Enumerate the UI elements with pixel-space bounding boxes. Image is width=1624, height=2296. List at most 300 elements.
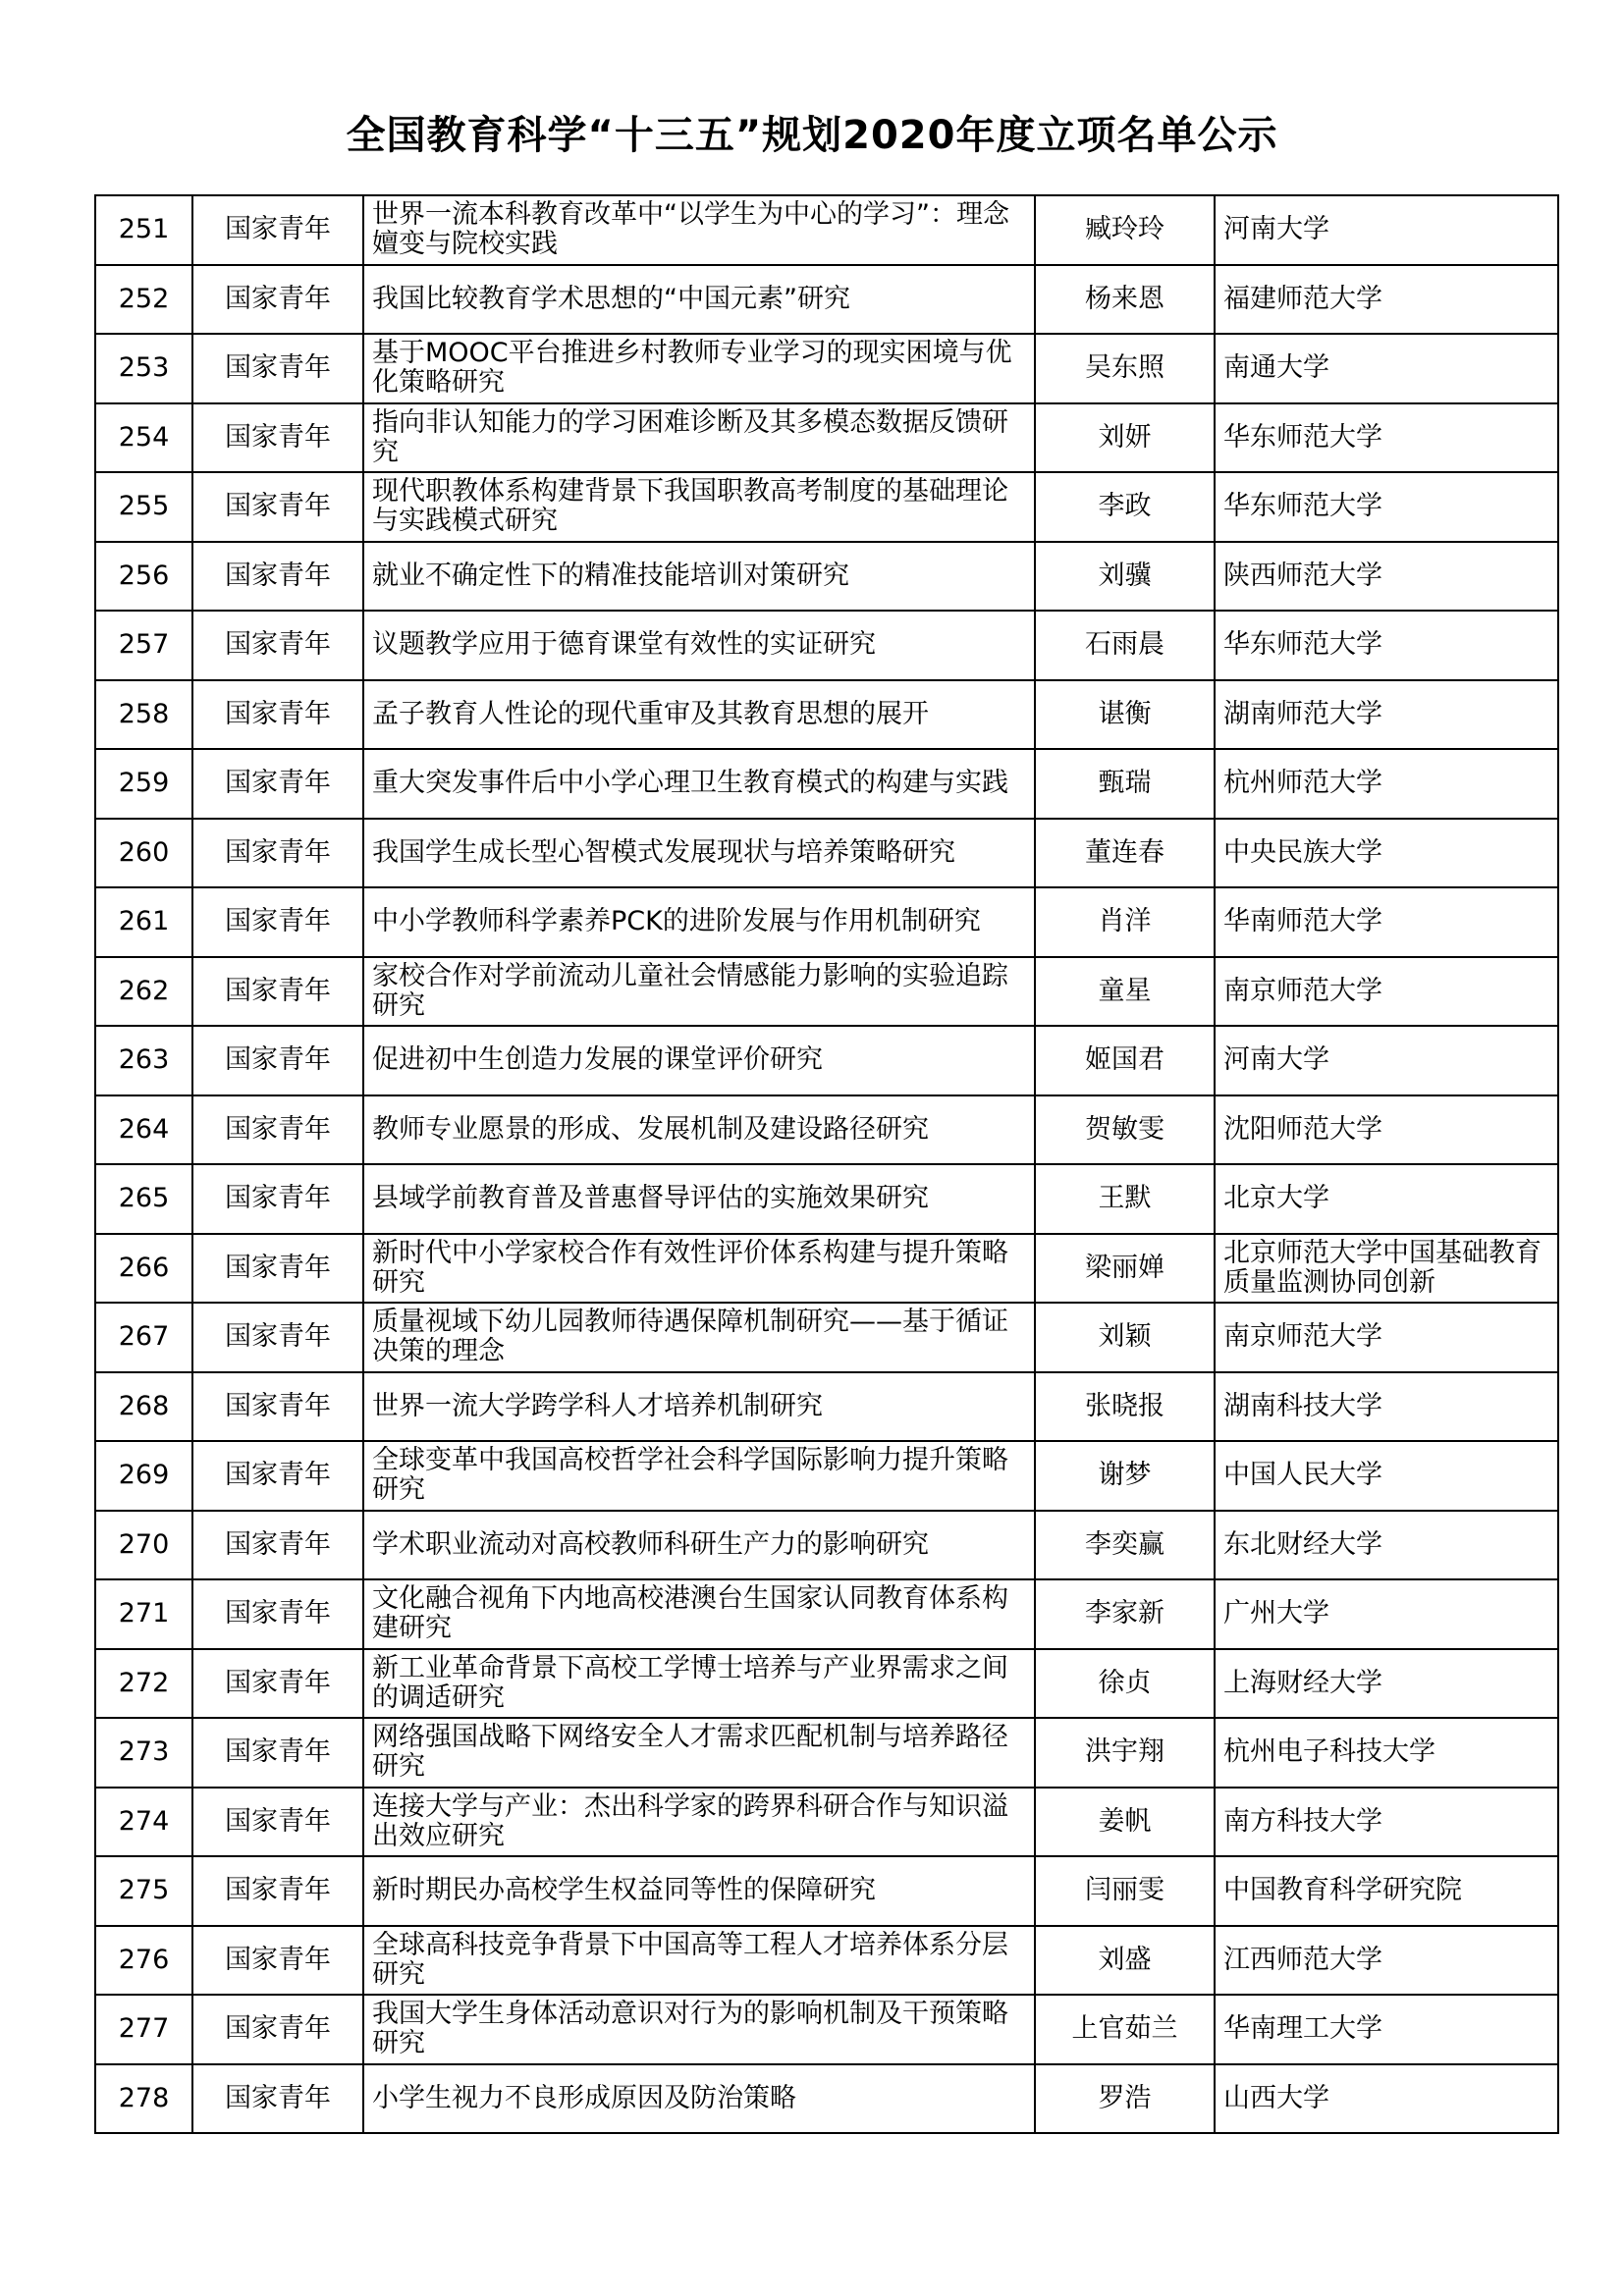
table-row xyxy=(95,472,1558,542)
institution-cell xyxy=(1215,819,1558,888)
project-number-cell-text: 268 xyxy=(118,1391,170,1421)
project-topic-cell-text: 全球变革中我国高校哲学社会科学国际影响力提升策略研究 xyxy=(372,1446,1008,1506)
institution-cell-text: 广州大学 xyxy=(1223,1599,1329,1629)
project-topic-cell xyxy=(363,1995,1035,2064)
leader-name-cell xyxy=(1035,1579,1215,1649)
project-number-cell-text: 271 xyxy=(118,1599,170,1629)
table-body xyxy=(95,195,1558,2133)
project-topic-cell xyxy=(363,1095,1035,1165)
project-type-cell xyxy=(192,1441,363,1511)
project-type-cell xyxy=(192,1372,363,1442)
project-topic-cell xyxy=(363,887,1035,957)
project-number-cell-text: 255 xyxy=(118,492,170,522)
table-row xyxy=(95,1234,1558,1304)
project-number-cell xyxy=(95,887,192,957)
project-topic-cell-text: 新时期民办高校学生权益同等性的保障研究 xyxy=(372,1876,876,1906)
leader-name-cell-text: 罗浩 xyxy=(1098,2083,1152,2113)
leader-name-cell xyxy=(1035,887,1215,957)
project-type-cell-text: 国家青年 xyxy=(225,1184,331,1214)
project-number-cell xyxy=(95,334,192,403)
project-number-cell-text: 257 xyxy=(118,630,170,661)
leader-name-cell xyxy=(1035,1511,1215,1580)
institution-cell xyxy=(1215,1441,1558,1511)
project-topic-cell-text: 世界一流大学跨学科人才培养机制研究 xyxy=(372,1391,823,1421)
project-topic-cell xyxy=(363,1579,1035,1649)
leader-name-cell xyxy=(1035,1303,1215,1372)
leader-name-cell xyxy=(1035,1649,1215,1719)
institution-cell-text: 杭州电子科技大学 xyxy=(1223,1737,1435,1768)
project-topic-cell-text: 全球高科技竞争背景下中国高等工程人才培养体系分层研究 xyxy=(372,1930,1008,1990)
project-type-cell xyxy=(192,1234,363,1304)
project-topic-cell-text: 县域学前教育普及普惠督导评估的实施效果研究 xyxy=(372,1184,929,1214)
institution-cell xyxy=(1215,749,1558,819)
project-number-cell-text: 273 xyxy=(118,1737,170,1768)
leader-name-cell-text: 闫丽雯 xyxy=(1085,1876,1164,1906)
project-number-cell-text: 266 xyxy=(118,1253,170,1283)
institution-cell xyxy=(1215,472,1558,542)
project-number-cell xyxy=(95,403,192,473)
institution-cell xyxy=(1215,611,1558,680)
project-type-cell-text: 国家青年 xyxy=(225,699,331,729)
project-type-cell xyxy=(192,1095,363,1165)
project-topic-cell-text: 现代职教体系构建背景下我国职教高考制度的基础理论与实践模式研究 xyxy=(372,477,1008,537)
institution-cell xyxy=(1215,334,1558,403)
institution-cell-text: 江西师范大学 xyxy=(1223,1945,1382,1975)
institution-cell xyxy=(1215,1303,1558,1372)
project-topic-cell-text: 新工业革命背景下高校工学博士培养与产业界需求之间的调适研究 xyxy=(372,1653,1008,1713)
leader-name-cell xyxy=(1035,749,1215,819)
project-type-cell-text: 国家青年 xyxy=(225,1322,331,1353)
leader-name-cell-text: 董连春 xyxy=(1085,837,1164,868)
project-topic-cell xyxy=(363,1926,1035,1996)
leader-name-cell xyxy=(1035,1788,1215,1857)
project-type-cell xyxy=(192,1788,363,1857)
leader-name-cell-text: 姬国君 xyxy=(1085,1045,1164,1076)
project-topic-cell-text: 我国比较教育学术思想的“中国元素”研究 xyxy=(372,284,850,314)
project-number-cell xyxy=(95,819,192,888)
project-topic-cell xyxy=(363,1856,1035,1926)
project-number-cell-text: 252 xyxy=(118,284,170,314)
institution-cell-text: 上海财经大学 xyxy=(1223,1668,1382,1698)
leader-name-cell xyxy=(1035,472,1215,542)
project-type-cell-text: 国家青年 xyxy=(225,215,331,245)
project-number-cell-text: 269 xyxy=(118,1461,170,1491)
project-number-cell-text: 262 xyxy=(118,976,170,1006)
project-number-cell-text: 251 xyxy=(118,215,170,245)
table-row xyxy=(95,1095,1558,1165)
project-topic-cell-text: 网络强国战略下网络安全人才需求匹配机制与培养路径研究 xyxy=(372,1723,1008,1783)
institution-cell-text: 湖南科技大学 xyxy=(1223,1391,1382,1421)
project-type-cell xyxy=(192,1718,363,1788)
leader-name-cell-text: 刘骥 xyxy=(1098,561,1152,591)
project-number-cell-text: 265 xyxy=(118,1184,170,1214)
table-row xyxy=(95,1303,1558,1372)
project-topic-cell xyxy=(363,195,1035,265)
project-type-cell-text: 国家青年 xyxy=(225,1461,331,1491)
institution-cell xyxy=(1215,680,1558,750)
institution-cell xyxy=(1215,1164,1558,1234)
project-topic-cell xyxy=(363,542,1035,612)
institution-cell-text: 南通大学 xyxy=(1223,353,1329,384)
institution-cell xyxy=(1215,1511,1558,1580)
project-type-cell xyxy=(192,403,363,473)
project-number-cell-text: 278 xyxy=(118,2083,170,2113)
institution-cell-text: 东北财经大学 xyxy=(1223,1529,1382,1560)
project-topic-cell-text: 学术职业流动对高校教师科研生产力的影响研究 xyxy=(372,1529,929,1560)
project-number-cell xyxy=(95,1234,192,1304)
project-topic-cell xyxy=(363,1303,1035,1372)
project-number-cell xyxy=(95,1441,192,1511)
institution-cell xyxy=(1215,1995,1558,2064)
project-number-cell xyxy=(95,1511,192,1580)
leader-name-cell-text: 吴东照 xyxy=(1085,353,1164,384)
table-row xyxy=(95,1372,1558,1442)
leader-name-cell xyxy=(1035,819,1215,888)
institution-cell-text: 杭州师范大学 xyxy=(1223,769,1382,799)
project-type-cell-text: 国家青年 xyxy=(225,1045,331,1076)
project-number-cell xyxy=(95,1788,192,1857)
institution-cell-text: 湖南师范大学 xyxy=(1223,699,1382,729)
leader-name-cell xyxy=(1035,1995,1215,2064)
institution-cell xyxy=(1215,403,1558,473)
project-topic-cell-text: 重大突发事件后中小学心理卫生教育模式的构建与实践 xyxy=(372,769,1008,799)
institution-cell-text: 山西大学 xyxy=(1223,2083,1329,2113)
institution-cell xyxy=(1215,195,1558,265)
leader-name-cell-text: 石雨晨 xyxy=(1085,630,1164,661)
institution-cell xyxy=(1215,1649,1558,1719)
project-type-cell-text: 国家青年 xyxy=(225,837,331,868)
project-number-cell xyxy=(95,1164,192,1234)
project-type-cell-text: 国家青年 xyxy=(225,353,331,384)
project-topic-cell-text: 连接大学与产业：杰出科学家的跨界科研合作与知识溢出效应研究 xyxy=(372,1791,1008,1851)
institution-cell xyxy=(1215,1372,1558,1442)
project-number-cell xyxy=(95,1856,192,1926)
institution-cell-text: 河南大学 xyxy=(1223,215,1329,245)
institution-cell xyxy=(1215,542,1558,612)
project-type-cell xyxy=(192,957,363,1027)
project-number-cell-text: 260 xyxy=(118,837,170,868)
project-number-cell-text: 256 xyxy=(118,561,170,591)
project-topic-cell-text: 中小学教师科学素养PCK的进阶发展与作用机制研究 xyxy=(372,907,981,937)
project-type-cell xyxy=(192,195,363,265)
project-type-cell xyxy=(192,1511,363,1580)
project-number-cell xyxy=(95,957,192,1027)
project-type-cell-text: 国家青年 xyxy=(225,976,331,1006)
table-row xyxy=(95,1579,1558,1649)
project-topic-cell-text: 孟子教育人性论的现代重审及其教育思想的展开 xyxy=(372,699,929,729)
leader-name-cell-text: 刘盛 xyxy=(1098,1945,1152,1975)
table-row xyxy=(95,542,1558,612)
leader-name-cell xyxy=(1035,1164,1215,1234)
project-type-cell xyxy=(192,472,363,542)
leader-name-cell xyxy=(1035,680,1215,750)
project-topic-cell-text: 议题教学应用于德育课堂有效性的实证研究 xyxy=(372,630,876,661)
project-type-cell-text: 国家青年 xyxy=(225,1737,331,1768)
institution-cell-text: 河南大学 xyxy=(1223,1045,1329,1076)
project-type-cell-text: 国家青年 xyxy=(225,1391,331,1421)
project-type-cell xyxy=(192,1926,363,1996)
project-type-cell-text: 国家青年 xyxy=(225,1599,331,1629)
leader-name-cell xyxy=(1035,1856,1215,1926)
project-type-cell-text: 国家青年 xyxy=(225,422,331,453)
project-type-cell-text: 国家青年 xyxy=(225,1114,331,1145)
table-row xyxy=(95,1649,1558,1719)
leader-name-cell-text: 姜帆 xyxy=(1098,1806,1152,1837)
leader-name-cell-text: 梁丽婵 xyxy=(1085,1253,1164,1283)
leader-name-cell-text: 张晓报 xyxy=(1085,1391,1164,1421)
table-row xyxy=(95,1788,1558,1857)
project-type-cell-text: 国家青年 xyxy=(225,769,331,799)
project-number-cell xyxy=(95,749,192,819)
project-number-cell xyxy=(95,472,192,542)
project-type-cell-text: 国家青年 xyxy=(225,1253,331,1283)
leader-name-cell-text: 臧玲玲 xyxy=(1085,215,1164,245)
table-row xyxy=(95,403,1558,473)
project-topic-cell xyxy=(363,1788,1035,1857)
institution-cell xyxy=(1215,1788,1558,1857)
leader-name-cell-text: 洪宇翔 xyxy=(1085,1737,1164,1768)
project-number-cell xyxy=(95,1926,192,1996)
leader-name-cell-text: 肖洋 xyxy=(1098,907,1152,937)
project-number-cell xyxy=(95,680,192,750)
project-topic-cell-text: 质量视域下幼儿园教师待遇保障机制研究——基于循证决策的理念 xyxy=(372,1308,1008,1367)
project-type-cell-text: 国家青年 xyxy=(225,492,331,522)
project-type-cell xyxy=(192,1303,363,1372)
table-row xyxy=(95,680,1558,750)
project-type-cell xyxy=(192,611,363,680)
project-number-cell-text: 267 xyxy=(118,1322,170,1353)
institution-cell-text: 华南师范大学 xyxy=(1223,907,1382,937)
leader-name-cell xyxy=(1035,195,1215,265)
project-type-cell xyxy=(192,1649,363,1719)
institution-cell xyxy=(1215,957,1558,1027)
project-topic-cell xyxy=(363,1441,1035,1511)
project-type-cell xyxy=(192,819,363,888)
project-number-cell-text: 259 xyxy=(118,769,170,799)
project-topic-cell-text: 促进初中生创造力发展的课堂评价研究 xyxy=(372,1045,823,1076)
table-row xyxy=(95,887,1558,957)
leader-name-cell xyxy=(1035,403,1215,473)
project-type-cell-text: 国家青年 xyxy=(225,630,331,661)
table-row xyxy=(95,2064,1558,2134)
institution-cell-text: 陕西师范大学 xyxy=(1223,561,1382,591)
project-number-cell xyxy=(95,611,192,680)
project-number-cell-text: 276 xyxy=(118,1945,170,1975)
project-type-cell xyxy=(192,1856,363,1926)
project-number-cell xyxy=(95,1995,192,2064)
table-row xyxy=(95,265,1558,335)
institution-cell-text: 沈阳师范大学 xyxy=(1223,1114,1382,1145)
table-row xyxy=(95,1926,1558,1996)
institution-cell xyxy=(1215,1579,1558,1649)
project-topic-cell-text: 新时代中小学家校合作有效性评价体系构建与提升策略研究 xyxy=(372,1238,1008,1298)
project-number-cell-text: 277 xyxy=(118,2014,170,2045)
project-number-cell xyxy=(95,1026,192,1095)
leader-name-cell xyxy=(1035,1441,1215,1511)
project-type-cell-text: 国家青年 xyxy=(225,1876,331,1906)
table-row xyxy=(95,1511,1558,1580)
project-type-cell-text: 国家青年 xyxy=(225,1806,331,1837)
table-row xyxy=(95,819,1558,888)
leader-name-cell-text: 贺敏雯 xyxy=(1085,1114,1164,1145)
project-topic-cell xyxy=(363,819,1035,888)
project-number-cell xyxy=(95,1303,192,1372)
project-number-cell-text: 261 xyxy=(118,907,170,937)
project-topic-cell xyxy=(363,611,1035,680)
leader-name-cell xyxy=(1035,611,1215,680)
leader-name-cell xyxy=(1035,2064,1215,2134)
project-type-cell xyxy=(192,334,363,403)
leader-name-cell-text: 刘妍 xyxy=(1098,422,1152,453)
project-type-cell-text: 国家青年 xyxy=(225,907,331,937)
project-number-cell-text: 275 xyxy=(118,1876,170,1906)
leader-name-cell xyxy=(1035,542,1215,612)
project-topic-cell xyxy=(363,1164,1035,1234)
leader-name-cell xyxy=(1035,1372,1215,1442)
project-number-cell-text: 263 xyxy=(118,1045,170,1076)
leader-name-cell-text: 李家新 xyxy=(1085,1599,1164,1629)
institution-cell-text: 北京大学 xyxy=(1223,1184,1329,1214)
table-row xyxy=(95,749,1558,819)
project-topic-cell-text: 世界一流本科教育改革中“以学生为中心的学习”：理念嬗变与院校实践 xyxy=(372,200,1009,260)
project-type-cell xyxy=(192,887,363,957)
project-topic-cell xyxy=(363,957,1035,1027)
project-type-cell-text: 国家青年 xyxy=(225,2083,331,2113)
leader-name-cell xyxy=(1035,334,1215,403)
institution-cell xyxy=(1215,1026,1558,1095)
leader-name-cell-text: 李政 xyxy=(1098,492,1152,522)
project-number-cell-text: 274 xyxy=(118,1806,170,1837)
table-row xyxy=(95,1995,1558,2064)
project-type-cell-text: 国家青年 xyxy=(225,284,331,314)
project-type-cell-text: 国家青年 xyxy=(225,1529,331,1560)
project-topic-cell-text: 基于MOOC平台推进乡村教师专业学习的现实困境与优化策略研究 xyxy=(372,339,1012,399)
project-table xyxy=(94,194,1559,2134)
project-type-cell-text: 国家青年 xyxy=(225,1668,331,1698)
institution-cell-text: 中央民族大学 xyxy=(1223,837,1382,868)
leader-name-cell-text: 谌衡 xyxy=(1098,699,1152,729)
leader-name-cell-text: 杨来恩 xyxy=(1085,284,1164,314)
leader-name-cell xyxy=(1035,1095,1215,1165)
project-topic-cell xyxy=(363,1718,1035,1788)
project-topic-cell-text: 家校合作对学前流动儿童社会情感能力影响的实验追踪研究 xyxy=(372,961,1008,1021)
leader-name-cell xyxy=(1035,1926,1215,1996)
project-type-cell xyxy=(192,749,363,819)
project-topic-cell xyxy=(363,749,1035,819)
table-row xyxy=(95,1441,1558,1511)
leader-name-cell xyxy=(1035,265,1215,335)
project-topic-cell xyxy=(363,472,1035,542)
institution-cell xyxy=(1215,1926,1558,1996)
project-type-cell xyxy=(192,1026,363,1095)
project-number-cell xyxy=(95,1579,192,1649)
project-type-cell xyxy=(192,265,363,335)
leader-name-cell-text: 童星 xyxy=(1098,976,1152,1006)
project-type-cell xyxy=(192,680,363,750)
table-row xyxy=(95,1856,1558,1926)
project-type-cell-text: 国家青年 xyxy=(225,561,331,591)
institution-cell-text: 华东师范大学 xyxy=(1223,422,1382,453)
project-topic-cell-text: 我国大学生身体活动意识对行为的影响机制及干预策略研究 xyxy=(372,2000,1008,2059)
project-topic-cell-text: 指向非认知能力的学习困难诊断及其多模态数据反馈研究 xyxy=(372,407,1008,467)
institution-cell xyxy=(1215,1856,1558,1926)
institution-cell xyxy=(1215,265,1558,335)
project-topic-cell xyxy=(363,1026,1035,1095)
project-topic-cell xyxy=(363,334,1035,403)
institution-cell xyxy=(1215,1718,1558,1788)
project-topic-cell xyxy=(363,265,1035,335)
project-topic-cell-text: 小学生视力不良形成原因及防治策略 xyxy=(372,2083,796,2113)
table-row xyxy=(95,195,1558,265)
institution-cell-text: 中国教育科学研究院 xyxy=(1223,1876,1462,1906)
table-row xyxy=(95,334,1558,403)
leader-name-cell xyxy=(1035,1718,1215,1788)
project-topic-cell xyxy=(363,1372,1035,1442)
project-number-cell xyxy=(95,265,192,335)
leader-name-cell-text: 李奕赢 xyxy=(1085,1529,1164,1560)
project-number-cell-text: 258 xyxy=(118,699,170,729)
project-type-cell-text: 国家青年 xyxy=(225,1945,331,1975)
institution-cell-text: 南京师范大学 xyxy=(1223,976,1382,1006)
institution-cell xyxy=(1215,1095,1558,1165)
project-number-cell-text: 272 xyxy=(118,1668,170,1698)
project-topic-cell xyxy=(363,1511,1035,1580)
project-type-cell-text: 国家青年 xyxy=(225,2014,331,2045)
project-number-cell xyxy=(95,195,192,265)
project-type-cell xyxy=(192,1579,363,1649)
leader-name-cell xyxy=(1035,1234,1215,1304)
leader-name-cell-text: 刘颖 xyxy=(1098,1322,1152,1353)
institution-cell xyxy=(1215,1234,1558,1304)
leader-name-cell xyxy=(1035,957,1215,1027)
project-topic-cell xyxy=(363,1234,1035,1304)
project-number-cell xyxy=(95,1372,192,1442)
project-number-cell xyxy=(95,542,192,612)
project-number-cell-text: 264 xyxy=(118,1114,170,1145)
project-topic-cell-text: 我国学生成长型心智模式发展现状与培养策略研究 xyxy=(372,837,955,868)
project-topic-cell-text: 教师专业愿景的形成、发展机制及建设路径研究 xyxy=(372,1114,929,1145)
table-row xyxy=(95,1026,1558,1095)
leader-name-cell-text: 甄瑞 xyxy=(1098,769,1152,799)
institution-cell-text: 南方科技大学 xyxy=(1223,1806,1382,1837)
project-number-cell xyxy=(95,1649,192,1719)
institution-cell xyxy=(1215,887,1558,957)
table-row xyxy=(95,611,1558,680)
institution-cell-text: 华南理工大学 xyxy=(1223,2014,1382,2045)
institution-cell-text: 福建师范大学 xyxy=(1223,284,1382,314)
project-topic-cell xyxy=(363,1649,1035,1719)
institution-cell-text: 华东师范大学 xyxy=(1223,492,1382,522)
project-topic-cell xyxy=(363,403,1035,473)
institution-cell-text: 华东师范大学 xyxy=(1223,630,1382,661)
leader-name-cell-text: 王默 xyxy=(1098,1184,1152,1214)
leader-name-cell-text: 谢梦 xyxy=(1098,1461,1152,1491)
table-row xyxy=(95,957,1558,1027)
project-topic-cell-text: 文化融合视角下内地高校港澳台生国家认同教育体系构建研究 xyxy=(372,1584,1008,1644)
project-type-cell xyxy=(192,2064,363,2134)
institution-cell-text: 中国人民大学 xyxy=(1223,1461,1382,1491)
project-number-cell xyxy=(95,2064,192,2134)
leader-name-cell xyxy=(1035,1026,1215,1095)
project-number-cell-text: 270 xyxy=(118,1529,170,1560)
page-title: 全国教育科学“十三五”规划2020年度立项名单公示 xyxy=(346,113,1278,158)
institution-cell-text: 南京师范大学 xyxy=(1223,1322,1382,1353)
project-number-cell xyxy=(95,1718,192,1788)
project-number-cell-text: 253 xyxy=(118,353,170,384)
leader-name-cell-text: 徐贞 xyxy=(1098,1668,1152,1698)
project-topic-cell xyxy=(363,680,1035,750)
project-type-cell xyxy=(192,542,363,612)
